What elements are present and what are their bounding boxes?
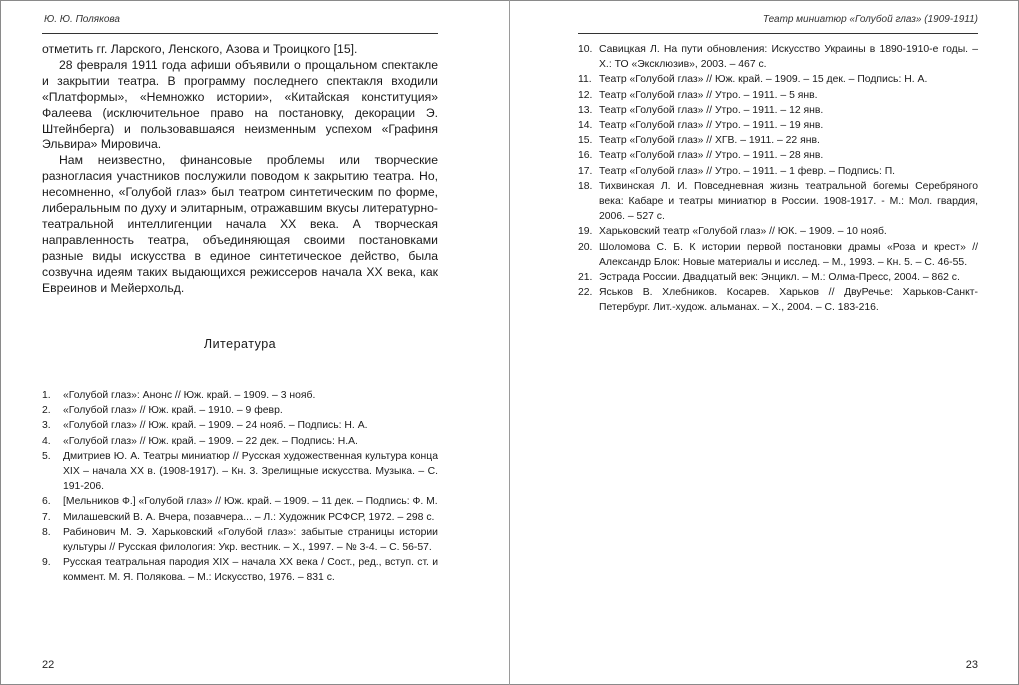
reference-number: 8. — [42, 526, 51, 538]
reference-number: 20. — [578, 241, 593, 253]
reference-text: Яськов В. Хлебников. Косарев. Харьков // ДвуРечье: Харьков-Санкт-Петербург. Лит.-худож. альманах. – Х., 2004. – С. 183-216. — [599, 287, 978, 314]
reference-number: 1. — [42, 390, 51, 401]
reference-text: Дмитриев Ю. А. Театры миниатюр // Русская художественная культура конца XIX – начала XX в. (1908-1917). – Кн. 3. Зрелищные искусства. Музыка. – С. 191-206. — [63, 450, 438, 493]
reference-text: Театр «Голубой глаз» // Утро. – 1911. – 5 янв. — [599, 89, 818, 101]
header-rule — [578, 33, 978, 34]
header-rule — [42, 33, 438, 34]
reference-number: 4. — [42, 435, 51, 447]
reference-list — [578, 42, 978, 316]
reference-number: 10. — [578, 44, 593, 55]
reference-item — [578, 103, 978, 118]
reference-item — [578, 164, 978, 179]
reference-item — [42, 449, 438, 495]
running-header-title: Театр миниатюр «Голубой глаз» (1909-1911) — [762, 14, 978, 25]
page-number: 23 — [965, 659, 978, 671]
reference-item — [578, 270, 978, 285]
reference-number: 2. — [42, 405, 51, 417]
reference-text: Эстрада России. Двадцатый век: Энцикл. – М.: Олма-Пресс, 2004. – 862 с. — [599, 272, 960, 284]
paragraph: отметить гг. Ларского, Ленского, Азова и Троицкого [15]. — [42, 42, 358, 56]
reference-number: 6. — [42, 496, 51, 508]
reference-item — [578, 72, 978, 87]
reference-number: 13. — [578, 104, 593, 116]
reference-text: «Голубой глаз»: Анонс // Юж. край. – 1909. – 3 нояб. — [63, 390, 316, 401]
reference-text: Русская театральная пародия XIX – начала XX века / Сост., ред., вступ. ст. и коммент. М. Я. Полякова. – М.: Искусство, 1976. – 831 с. — [63, 557, 438, 584]
reference-number: 5. — [42, 450, 51, 462]
reference-text: Рабинович М. Э. Харьковский «Голубой глаз»: забытые страницы истории культуры // Русская филология: Укр. вестник. – Х., 1997. – № 3-4. – С. 56-57. — [63, 526, 438, 554]
reference-number: 12. — [578, 89, 593, 101]
reference-number: 22. — [578, 287, 593, 299]
reference-number: 21. — [578, 272, 593, 284]
reference-item — [42, 555, 438, 585]
reference-number: 11. — [578, 74, 592, 86]
reference-item — [42, 418, 438, 433]
body-text — [42, 42, 438, 297]
reference-text: Театр «Голубой глаз» // ХГВ. – 1911. – 22 янв. — [599, 135, 820, 147]
page-number: 22 — [42, 659, 55, 671]
reference-item — [578, 88, 978, 103]
reference-text: Театр «Голубой глаз» // Утро. – 1911. – 19 янв. — [599, 120, 824, 132]
reference-text: Тихвинская Л. И. Повседневная жизнь театральной богемы Серебряного века: Кабаре и театры миниатюр в России. 1908-1917. - М.: Мол. гвардия, 2006. – 527 с. — [599, 180, 978, 223]
reference-item — [578, 285, 978, 315]
reference-text: Савицкая Л. На пути обновления: Искусство Украины в 1890-1910-е годы. – Х.: ТО «Эксклюзив», 2003. – 467 с. — [599, 44, 978, 71]
right-page — [510, 0, 1019, 685]
reference-number: 17. — [578, 165, 593, 177]
reference-text: «Голубой глаз» // Юж. край. – 1909. – 24 нояб. – Подпись: Н. А. — [63, 420, 368, 432]
reference-number: 15. — [578, 135, 593, 147]
reference-item — [42, 434, 438, 449]
reference-text: Шоломова С. Б. К истории первой постановки драмы «Роза и крест» // Александр Блок: Новые материалы и исслед. – М., 1993. – Кн. 5. – С. 46-55. — [599, 241, 978, 268]
paragraph: Нам неизвестно, финансовые проблемы или творческие разногласия участников послужили поводом к закрытию театра. Но, несомненно, «Голубой глаз» был театром синтетическим по форме, либеральным по духу и элитарным, отражавшим вкусы литературно-театральной интеллигенции начала XX века. А творческая направленность театра, объединяющая своими постановками разные виды искусства в единое синтетическое действо, была созвучна идеям таких выдающихся режиссеров начала XX века, как Евреинов и Мейерхольд. — [42, 153, 438, 295]
reference-item — [578, 148, 978, 163]
reference-number: 14. — [578, 120, 593, 132]
reference-item — [42, 388, 438, 403]
reference-item — [42, 494, 438, 509]
reference-item — [578, 240, 978, 270]
running-header-author: Ю. Ю. Полякова — [44, 14, 120, 25]
reference-item — [578, 42, 978, 72]
reference-number: 3. — [42, 420, 51, 432]
reference-number: 19. — [578, 226, 593, 238]
reference-text: Театр «Голубой глаз» // Утро. – 1911. – 28 янв. — [599, 150, 824, 162]
reference-text: «Голубой глаз» // Юж. край. – 1910. – 9 февр. — [63, 405, 283, 417]
reference-number: 18. — [578, 180, 593, 192]
reference-item — [578, 133, 978, 148]
reference-text: «Голубой глаз» // Юж. край. – 1909. – 22 дек. – Подпись: Н.А. — [63, 435, 358, 447]
reference-text: Театр «Голубой глаз» // Юж. край. – 1909. – 15 дек. – Подпись: Н. А. — [599, 74, 928, 86]
reference-number: 7. — [42, 511, 51, 523]
reference-item — [578, 179, 978, 225]
reference-list — [42, 388, 438, 586]
reference-text: Театр «Голубой глаз» // Утро. – 1911. – 12 янв. — [599, 104, 824, 116]
paragraph: 28 февраля 1911 года афиши объявили о прощальном спектакле и закрытии театра. В программу последнего спектакля входили «Платформы», «Немножко истории», «Китайская конституция» Фалеева (исключительное право на постановку, декорации Э. Штейнберга) и пользовавшаяся неизменным успехом «Графиня Эльвира» Мировича. — [42, 57, 438, 152]
left-page — [0, 0, 509, 685]
reference-number: 16. — [578, 150, 593, 162]
reference-item — [42, 525, 438, 555]
reference-text: Милашевский В. А. Вчера, позавчера... – Л.: Художник РСФСР, 1972. – 298 с. — [63, 511, 435, 523]
reference-item — [42, 510, 438, 525]
reference-text: [Мельников Ф.] «Голубой глаз» // Юж. край. – 1909. – 11 дек. – Подпись: Ф. М. — [63, 496, 438, 508]
reference-item — [42, 403, 438, 418]
reference-text: Театр «Голубой глаз» // Утро. – 1911. – 1 февр. – Подпись: П. — [599, 165, 896, 177]
reference-text: Харьковский театр «Голубой глаз» // ЮК. – 1909. – 10 нояб. — [599, 226, 887, 238]
section-heading: Литература — [203, 337, 277, 351]
reference-item — [578, 224, 978, 239]
reference-item — [578, 118, 978, 133]
reference-number: 9. — [42, 557, 51, 569]
